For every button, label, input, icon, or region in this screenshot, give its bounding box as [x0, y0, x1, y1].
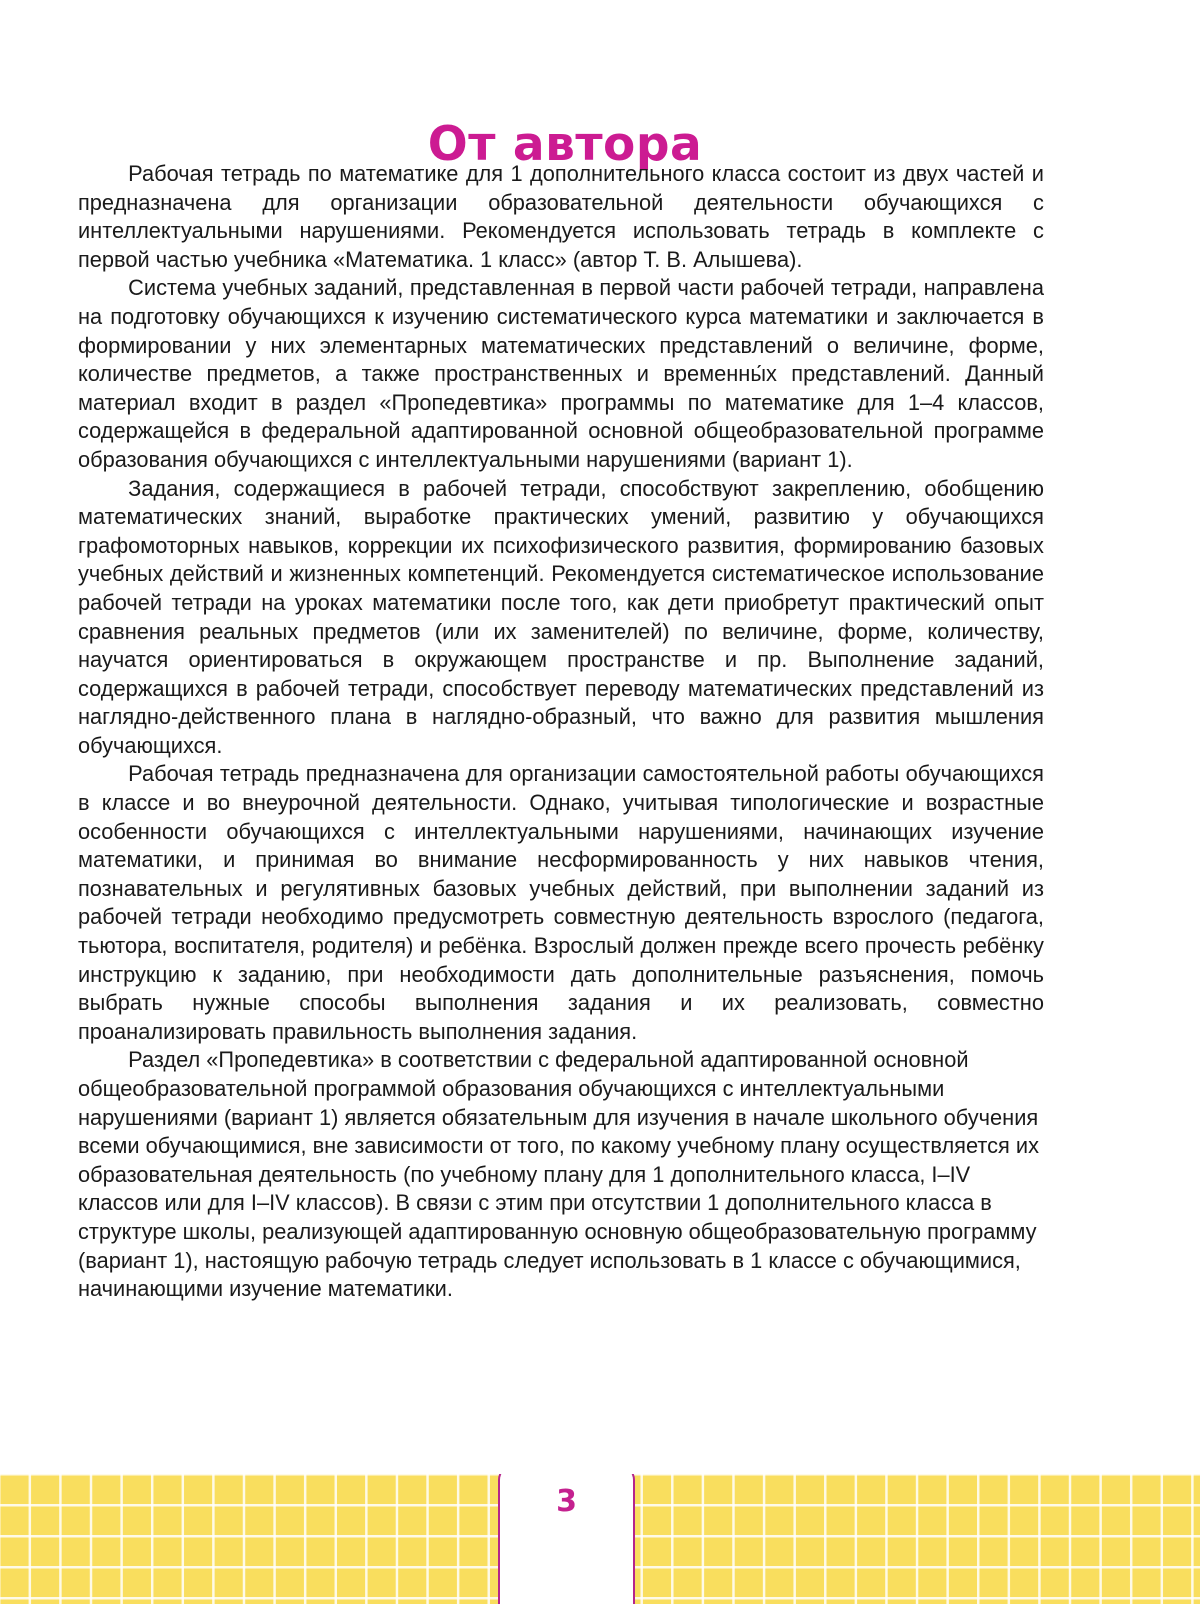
page-number: 3 — [556, 1484, 577, 1519]
paragraph: Задания, содержащиеся в рабочей тетради, способствуют закреплению, обобщению математических знаний, выработке практических умений, развитию у обучающихся графомоторных навыков, коррекции их психофизического развития, формированию базовых учебных действий и жизненных компетенций. Рекомендуется систематическое использование рабочей тетради на уроках математики после того, как дети приобретут практический опыт сравнения реальных предметов (или их заменителей) по величине, форме, количеству, научатся ориентироваться в окружающем пространстве и пр. Выполнение заданий, содержащихся в рабочей тетради, способствует переводу математических представлений из наглядно-действенного плана в наглядно-образный, что важно для развития мышления обучающихся. — [78, 475, 1044, 758]
page-footer — [0, 1474, 1200, 1604]
paragraph: Рабочая тетрадь предназначена для организации самостоятельной работы обучающихся в классе и во внеурочной деятельности. Однако, учитывая типологические и возрастные особенности обучающихся с интеллектуальными нарушениями, начинающих изучение математики, и принимая во внимание несформированность у них навыков чтения, познавательных и регулятивных базовых учебных действий, при выполнении заданий из рабочей тетради необходимо предусмотреть совместную деятельность взрослого (педагога, тьютора, воспитателя, родителя) и ребёнка. Взрослый должен прежде всего прочесть ребёнку инструкцию к заданию, при необходимости дать дополнительные разъяснения, помочь выбрать нужные способы выполнения задания и их реализовать, совместно проанализировать правильность выполнения задания. — [78, 761, 1044, 1044]
paragraph: Система учебных заданий, представленная в первой части рабочей тетради, направлена на подготовку обучающихся к изучению систематического курса математики и заключается в формировании у них элементарных математических представлений о величине, форме, количестве предметов, а также пространственных и временны́х представлений. Данный материал входит в раздел «Пропедевтика» программы по математике для 1–4 классов, содержащейся в федеральной адаптированной основной общеобразовательной программе образования обучающихся с интеллектуальными нарушениями (вариант 1). — [78, 275, 1044, 472]
page-number-box — [498, 1474, 635, 1604]
page-title: От автора — [427, 117, 703, 173]
paragraph: Раздел «Пропедевтика» в соответствии с федеральной адаптированной основной общеобразовательной программой образования обучающихся с интеллектуальными нарушениями (вариант 1) является обязательным для изучения в начале школьного обучения всеми обучающимися, вне зависимости от того, по какому учебному плану осуществляется их образовательная деятельность (по учебному плану для 1 дополнительного класса, I–IV классов или для I–IV классов). В связи с этим при отсутствии 1 дополнительного класса в структуре школы, реализующей адаптированную основную общеобразовательную программу (вариант 1), настоящую рабочую тетрадь следует использовать в 1 классе с обучающимися, начинающими изучение математики. — [78, 1047, 1039, 1302]
body-text-block — [78, 160, 1044, 1304]
paragraph: Рабочая тетрадь по математике для 1 дополнительного класса состоит из двух частей и предназначена для организации образовательной деятельности обучающихся с интеллектуальными нарушениями. Рекомендуется использовать тетрадь в комплекте с первой частью учебника «Математика. 1 класс» (автор Т. В. Алышева). — [78, 161, 1044, 272]
